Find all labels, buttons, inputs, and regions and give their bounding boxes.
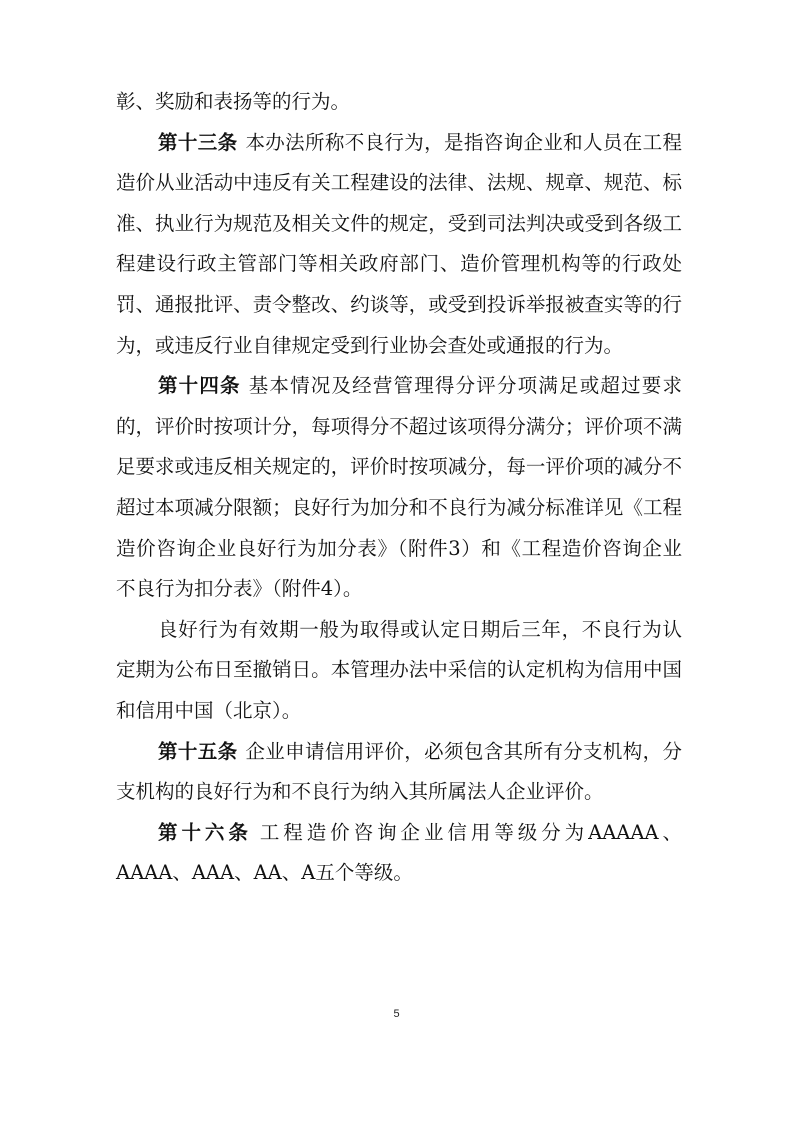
article-16 (116, 813, 682, 894)
article-text: 企业申请信用评价，必须包含其所有分支机构，分支机构的良好行为和不良行为纳入其所属法人企业评价。 (116, 739, 682, 804)
article-heading: 第十六条 (158, 820, 252, 844)
article-heading: 第十五条 (158, 739, 238, 763)
page-number: 5 (393, 1008, 400, 1020)
paragraph-validity (116, 610, 682, 732)
article-14 (116, 366, 682, 610)
article-13 (116, 123, 682, 367)
article-text: 本办法所称不良行为，是指咨询企业和人员在工程造价从业活动中违反有关工程建设的法律、法规、规章、规范、标准、执业行为规范及相关文件的规定，受到司法判决或受到各级工程建设行政主管部门等相关政府部门、造价管理机构等的行政处罚、通报批评、责令整改、约谈等，或受到投诉举报被查实等的行为，或违反行业自律规定受到行业协会查处或通报的行为。 (116, 130, 682, 357)
article-heading: 第十四条 (158, 374, 241, 398)
paragraph-text: 良好行为有效期一般为取得或认定日期后三年，不良行为认定期为公布日至撤销日。本管理办法中采信的认定机构为信用中国和信用中国（北京）。 (116, 617, 682, 722)
article-text: 基本情况及经营管理得分评分项满足或超过要求的，评价时按项计分，每项得分不超过该项得分满分；评价项不满足要求或违反相关规定的，评价时按项减分，每一评价项的减分不超过本项减分限额；良好行为加分和不良行为减分标准详见《工程造价咨询企业良好行为加分表》（附件3）和《工程造价咨询企业不良行为扣分表》（附件4）。 (116, 374, 682, 601)
article-text: 工程造价咨询企业信用等级分为AAAAA、AAAA、AAA、AA、A五个等级。 (116, 820, 682, 885)
paragraph-text: 彰、奖励和表扬等的行为。 (116, 90, 351, 113)
document-body (116, 82, 682, 894)
article-15 (116, 732, 682, 813)
article-heading: 第十三条 (158, 130, 238, 154)
paragraph-continuation (116, 82, 682, 123)
